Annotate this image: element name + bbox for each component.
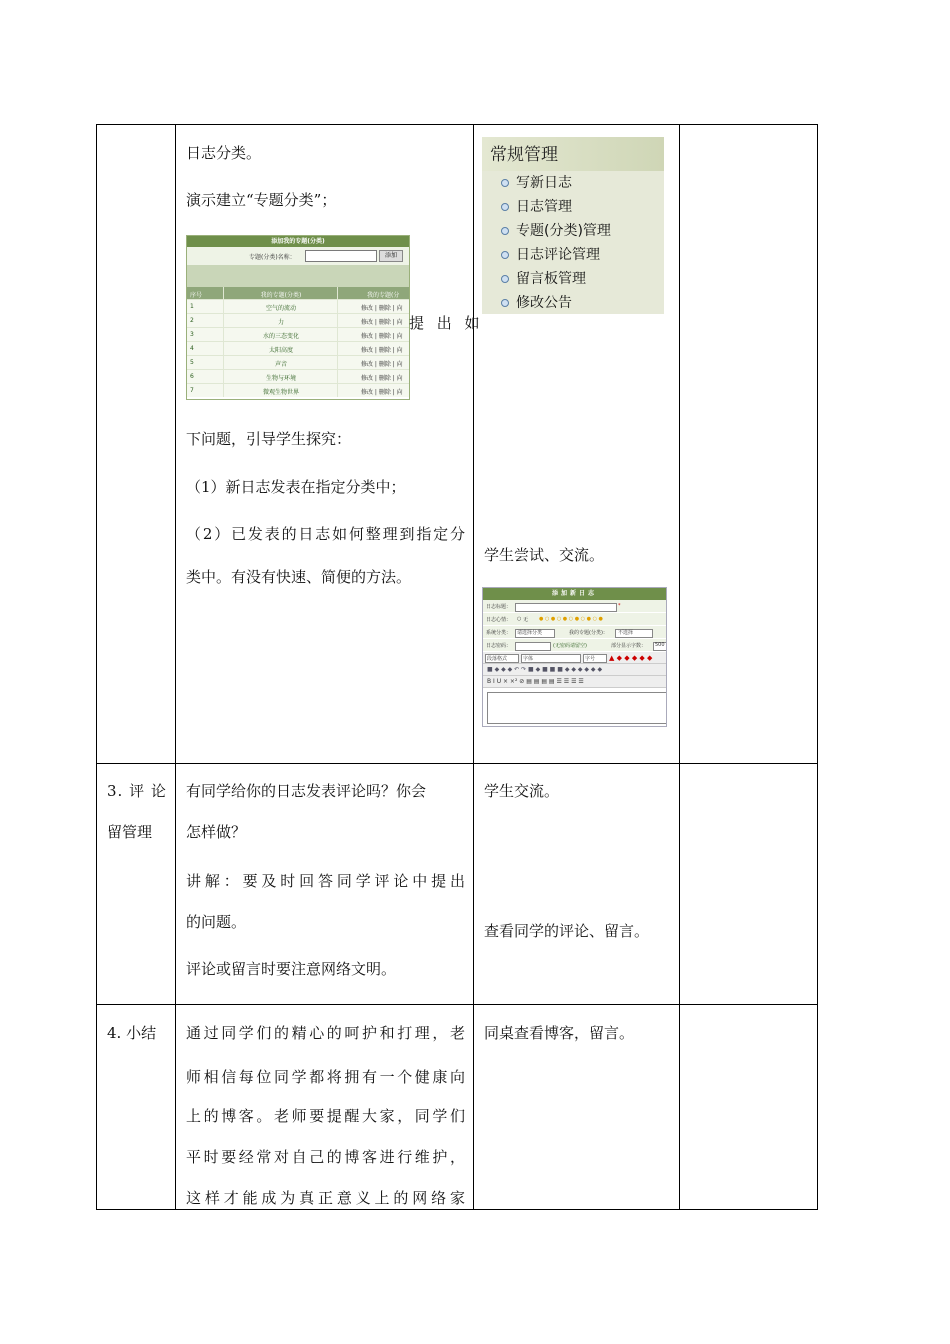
topic-row: 4 太阳高度 修改 | 删除 | 向	[187, 341, 409, 355]
header-name: 我的专题(分类)	[260, 292, 302, 299]
menu-item: 日志评论管理	[482, 243, 664, 267]
activity-text: 提 出 如	[409, 314, 484, 332]
topic-row: 7 微观生物世界 修改 | 删除 | 向	[187, 383, 409, 397]
screenshot-title: 添加我的专题(分类)	[187, 236, 409, 247]
column-divider	[175, 125, 176, 1209]
new-post-editor-screenshot: 添加新日志 日志标题： * 日志心情： ○ 无 ● ○ ● ○ ● ○ ● ○ ● ○ ● 系统分类： 请选择分类 我的专题(分类)： 不选择 日志密码： (无密码请留空) 部分显示字数： 500 段落格式 字体 字号 ▲ ◆ ◆ ◆ ◆ ◆ ■ ◆ ◆ ◆ ↶ ↷ ■ ◆ ■ ■ ■ ◆ ◆ ◆ ◆ ◆ ◆ B I U × ×² ⊘ ▤ ▤ ▤ ▤ ☰ ☰ ☰ ☰	[482, 587, 667, 727]
bullet-icon	[501, 275, 509, 283]
bullet-icon	[501, 251, 509, 259]
management-menu-screenshot	[482, 137, 664, 314]
activity-text: 类中。有没有快速、简便的方法。	[186, 568, 412, 586]
header-ops: 我的专题(分	[367, 292, 400, 299]
topic-form	[187, 247, 409, 265]
activity-text: 上的博客。老师要提醒大家，同学们	[186, 1107, 465, 1125]
row-divider	[97, 763, 817, 764]
step-label: 4. 小结	[107, 1024, 157, 1042]
topic-row: 5 声音 修改 | 删除 | 向	[187, 355, 409, 369]
topic-table-header	[187, 287, 409, 299]
activity-text: 通过同学们的精心的呵护和打理，老	[186, 1024, 465, 1042]
step-label: 3. 评 论	[107, 782, 167, 800]
activity-text: 这样才能成为真正意义上的网络家	[186, 1189, 465, 1207]
bullet-icon	[501, 179, 509, 187]
bullet-icon	[501, 227, 509, 235]
student-text: 查看同学的评论、留言。	[484, 922, 650, 940]
topic-manager-screenshot	[186, 235, 410, 400]
activity-text: （1）新日志发表在指定分类中；	[186, 478, 406, 496]
topic-name-input	[305, 250, 377, 262]
row-divider	[97, 1004, 817, 1005]
bullet-icon	[501, 299, 509, 307]
activity-text: 讲解：要及时回答同学评论中提出	[186, 872, 465, 890]
topic-row: 2 力 修改 | 删除 | 向	[187, 313, 409, 327]
header-no: 序号	[190, 292, 203, 299]
topic-row: 6 生物与环境 修改 | 删除 | 向	[187, 369, 409, 383]
add-topic-button: 添加	[379, 250, 403, 262]
bullet-icon	[501, 203, 509, 211]
activity-text: 平时要经常对自己的博客进行维护，	[186, 1148, 465, 1166]
activity-text: 下问题，引导学生探究：	[186, 430, 352, 448]
lesson-table	[96, 124, 818, 1210]
spacer-band	[187, 265, 409, 287]
editor-content-area	[487, 692, 667, 724]
activity-text: 演示建立“专题分类”；	[186, 191, 337, 209]
activity-text: （2）已发表的日志如何整理到指定分	[186, 525, 465, 543]
activity-text: 评论或留言时要注意网络文明。	[186, 960, 397, 978]
menu-title: 常规管理	[482, 137, 664, 171]
topic-row: 3 水的三态变化 修改 | 删除 | 向	[187, 327, 409, 341]
activity-text: 师相信每位同学都将拥有一个健康向	[186, 1068, 465, 1086]
step-label: 留管理	[107, 823, 153, 841]
student-text: 同桌查看博客，留言。	[484, 1024, 635, 1042]
activity-text: 的问题。	[186, 913, 247, 931]
menu-item: 专题(分类)管理	[482, 219, 664, 243]
menu-item: 日志管理	[482, 195, 664, 219]
student-text: 学生尝试、交流。	[484, 546, 605, 564]
column-divider	[473, 125, 474, 1209]
editor-title: 添加新日志	[483, 588, 666, 600]
activity-text: 怎样做？	[186, 823, 247, 841]
topic-name-label: 专题(分类)名称：	[249, 254, 296, 261]
activity-text: 有同学给你的日志发表评论吗？你会	[186, 782, 427, 800]
menu-item: 修改公告	[482, 291, 664, 315]
column-divider	[679, 125, 680, 1209]
student-text: 学生交流。	[484, 782, 560, 800]
activity-text: 日志分类。	[186, 144, 262, 162]
menu-item: 留言板管理	[482, 267, 664, 291]
topic-row: 1 空气的流动 修改 | 删除 | 向	[187, 299, 409, 313]
menu-item: 写新日志	[482, 171, 664, 195]
